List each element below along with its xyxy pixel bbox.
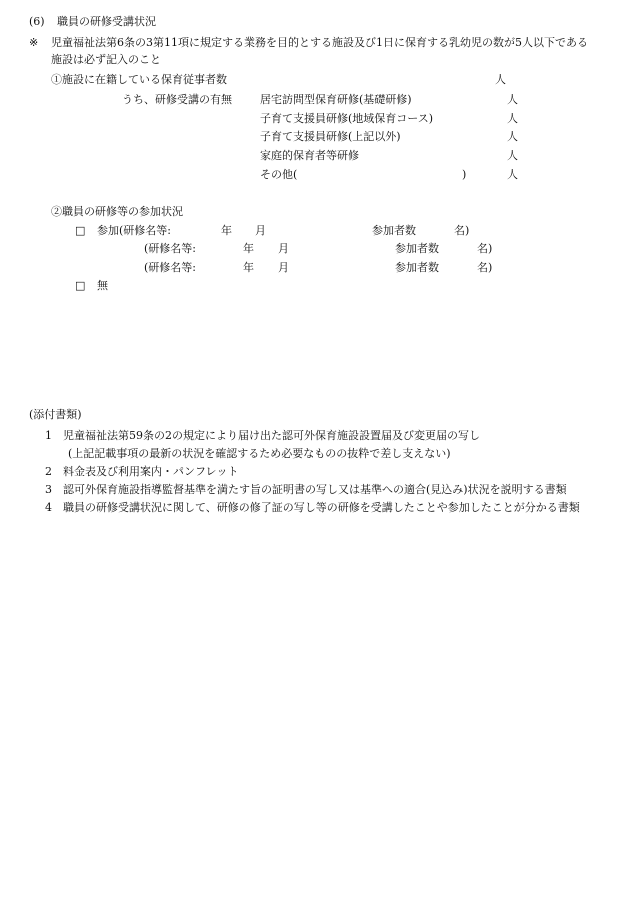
row-prefix: (研修名等: <box>144 261 196 274</box>
attachment-text: 認可外保育施設指導監督基準を満たす旨の証明書の写し又は基準への適合(見込み)状況を説明する書類 <box>63 483 567 496</box>
training-item-unit: 人 <box>507 93 518 106</box>
row-attendees: 参加者数 <box>372 224 416 237</box>
training-item-name: 子育て支援員研修(地域保育コース) <box>260 112 434 125</box>
row-attendees: 参加者数 <box>395 261 439 274</box>
row-month: 月 <box>255 224 266 237</box>
note-line-1: 児童福祉法第6条の3第11項に規定する業務を目的とする施設及び1日に保育する乳幼児の数が5人以下である <box>51 36 588 49</box>
participation-no-label: 無 <box>97 279 108 292</box>
section-title: 職員の研修受講状況 <box>57 15 156 28</box>
participation-no-checkbox[interactable]: □ <box>75 279 86 292</box>
row-count-unit: 名) <box>477 261 493 274</box>
row-month: 月 <box>278 261 289 274</box>
row-prefix: (研修名等: <box>144 242 196 255</box>
training-item-name: 居宅訪問型保育研修(基礎研修) <box>260 93 412 106</box>
row-count-unit: 名) <box>454 224 470 237</box>
participation-yes-checkbox[interactable]: □ <box>75 224 86 237</box>
training-item-name: その他( <box>260 168 298 181</box>
training-item-name: 家庭的保育者等研修 <box>260 149 359 162</box>
training-item-unit: 人 <box>507 149 518 162</box>
row-prefix: (研修名等: <box>119 224 171 237</box>
attachment-text: 児童福祉法第59条の2の規定により届け出た認可外保育施設設置届及び変更届の写し <box>63 429 480 442</box>
row-year: 年 <box>243 261 254 274</box>
section-number: (6) <box>29 15 45 28</box>
staff-count-unit: 人 <box>495 73 506 86</box>
training-item-close: ) <box>462 168 467 181</box>
attachment-text: 職員の研修受講状況に関して、研修の修了証の写し等の研修を受講したことや参加したことが分かる書類 <box>63 501 580 514</box>
note-mark: ※ <box>29 36 39 49</box>
training-sub-label: うち、研修受講の有無 <box>122 93 232 106</box>
row-count-unit: 名) <box>477 242 493 255</box>
row-year: 年 <box>243 242 254 255</box>
attachment-num: 1 <box>45 429 52 442</box>
attachment-num: 3 <box>45 483 52 496</box>
attachment-num: 2 <box>45 465 52 478</box>
attachments-heading: (添付書類) <box>29 408 82 421</box>
row-month: 月 <box>278 242 289 255</box>
staff-count-heading: ①施設に在籍している保育従事者数 <box>51 73 227 86</box>
training-item-name: 子育て支援員研修(上記以外) <box>260 130 401 143</box>
participation-yes-label: 参加 <box>97 224 119 237</box>
row-year: 年 <box>221 224 232 237</box>
training-item-unit: 人 <box>507 168 518 181</box>
attachment-subtext: (上記記載事項の最新の状況を確認するため必要なものの抜粋で差し支えない) <box>68 447 451 460</box>
attachment-num: 4 <box>45 501 52 514</box>
training-item-unit: 人 <box>507 130 518 143</box>
row-attendees: 参加者数 <box>395 242 439 255</box>
training-item-unit: 人 <box>507 112 518 125</box>
note-line-2: 施設は必ず記入のこと <box>51 53 161 66</box>
attachment-text: 料金表及び利用案内・パンフレット <box>63 465 239 478</box>
participation-heading: ②職員の研修等の参加状況 <box>51 205 183 218</box>
